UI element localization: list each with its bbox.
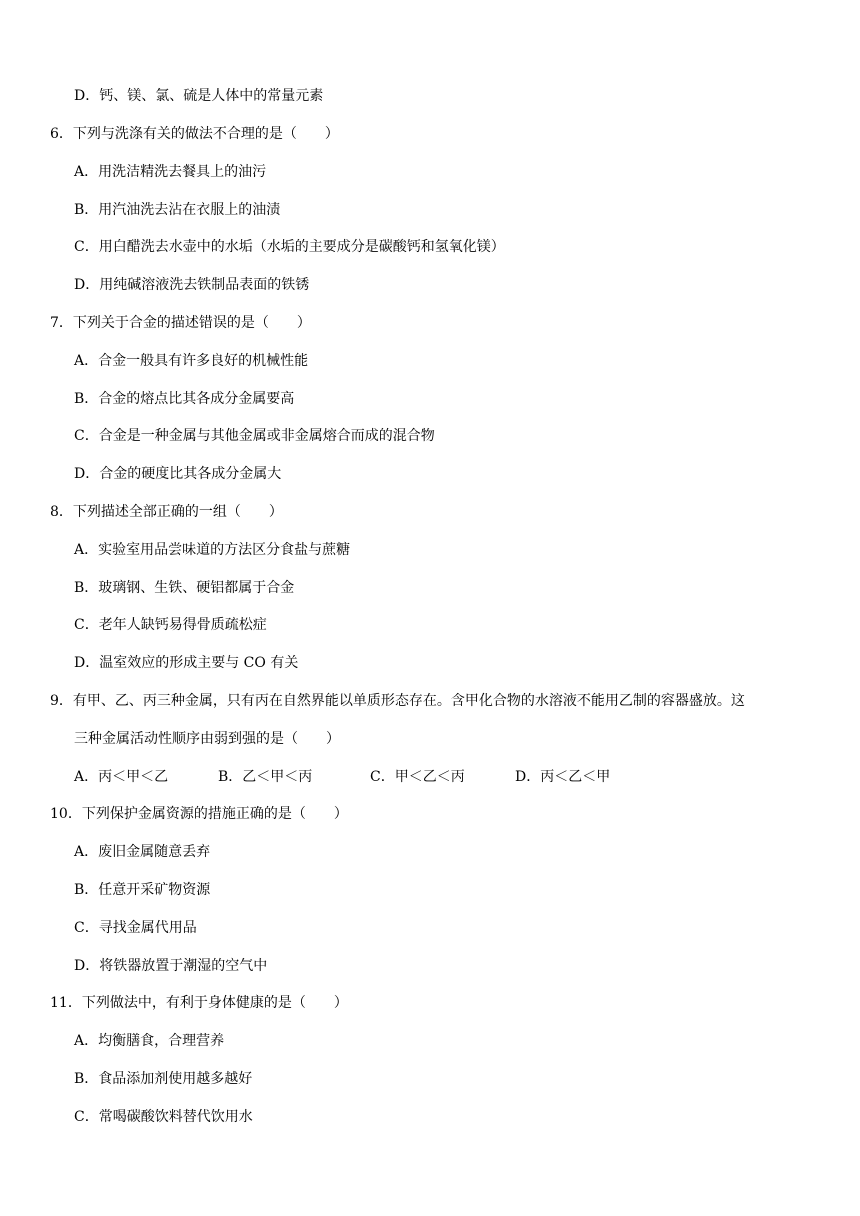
q9-stem-line-1: 9．有甲、乙、丙三种金属，只有丙在自然界能以单质形态存在。含甲化合物的水溶液不能用乙制的容器盛放。这	[50, 693, 745, 709]
q6-option-c: C．用白醋洗去水壶中的水垢（水垢的主要成分是碳酸钙和氢氧化镁）	[74, 239, 505, 255]
q11-option-a: A．均衡膳食，合理营养	[74, 1033, 225, 1049]
q6-option-b: B．用汽油洗去沾在衣服上的油渍	[74, 202, 281, 218]
q8-stem: 8．下列描述全部正确的一组（ ）	[50, 504, 283, 520]
q10-option-a: A．废旧金属随意丢弃	[74, 844, 211, 860]
q9-option-b: B．乙＜甲＜丙	[218, 769, 313, 785]
q9-option-c: C．甲＜乙＜丙	[370, 769, 465, 785]
q8-option-b: B．玻璃钢、生铁、硬铝都属于合金	[74, 580, 295, 596]
q11-option-c: C．常喝碳酸饮料替代饮用水	[74, 1109, 253, 1125]
q7-option-d: D．合金的硬度比其各成分金属大	[74, 466, 282, 482]
q7-option-c: C．合金是一种金属与其他金属或非金属熔合而成的混合物	[74, 428, 435, 444]
q6-option-d: D．用纯碱溶液洗去铁制品表面的铁锈	[74, 277, 310, 293]
q7-stem: 7．下列关于合金的描述错误的是（ ）	[50, 315, 311, 331]
q7-option-b: B．合金的熔点比其各成分金属要高	[74, 391, 295, 407]
q7-option-a: A．合金一般具有许多良好的机械性能	[74, 353, 309, 369]
q9-option-d: D．丙＜乙＜甲	[515, 769, 611, 785]
q5-option-d: D．钙、镁、氯、硫是人体中的常量元素	[74, 88, 324, 104]
q10-option-c: C．寻找金属代用品	[74, 920, 197, 936]
q8-option-a: A．实验室用品尝味道的方法区分食盐与蔗糖	[74, 542, 351, 558]
q10-option-d: D．将铁器放置于潮湿的空气中	[74, 958, 268, 974]
q10-option-b: B．任意开采矿物资源	[74, 882, 211, 898]
q11-option-b: B．食品添加剂使用越多越好	[74, 1071, 253, 1087]
q6-stem: 6．下列与洗涤有关的做法不合理的是（ ）	[50, 126, 339, 142]
q9-options-row	[0, 767, 860, 787]
q10-stem: 10．下列保护金属资源的措施正确的是（ ）	[50, 806, 348, 822]
q9-stem-line-2: 三种金属活动性顺序由弱到强的是（ ）	[74, 731, 340, 747]
q8-option-d: D．温室效应的形成主要与 CO 有关	[74, 655, 299, 671]
q8-option-c: C．老年人缺钙易得骨质疏松症	[74, 617, 267, 633]
q11-stem: 11．下列做法中，有利于身体健康的是（ ）	[50, 995, 348, 1011]
q9-option-a: A．丙＜甲＜乙	[74, 769, 169, 785]
q6-option-a: A．用洗洁精洗去餐具上的油污	[74, 164, 267, 180]
